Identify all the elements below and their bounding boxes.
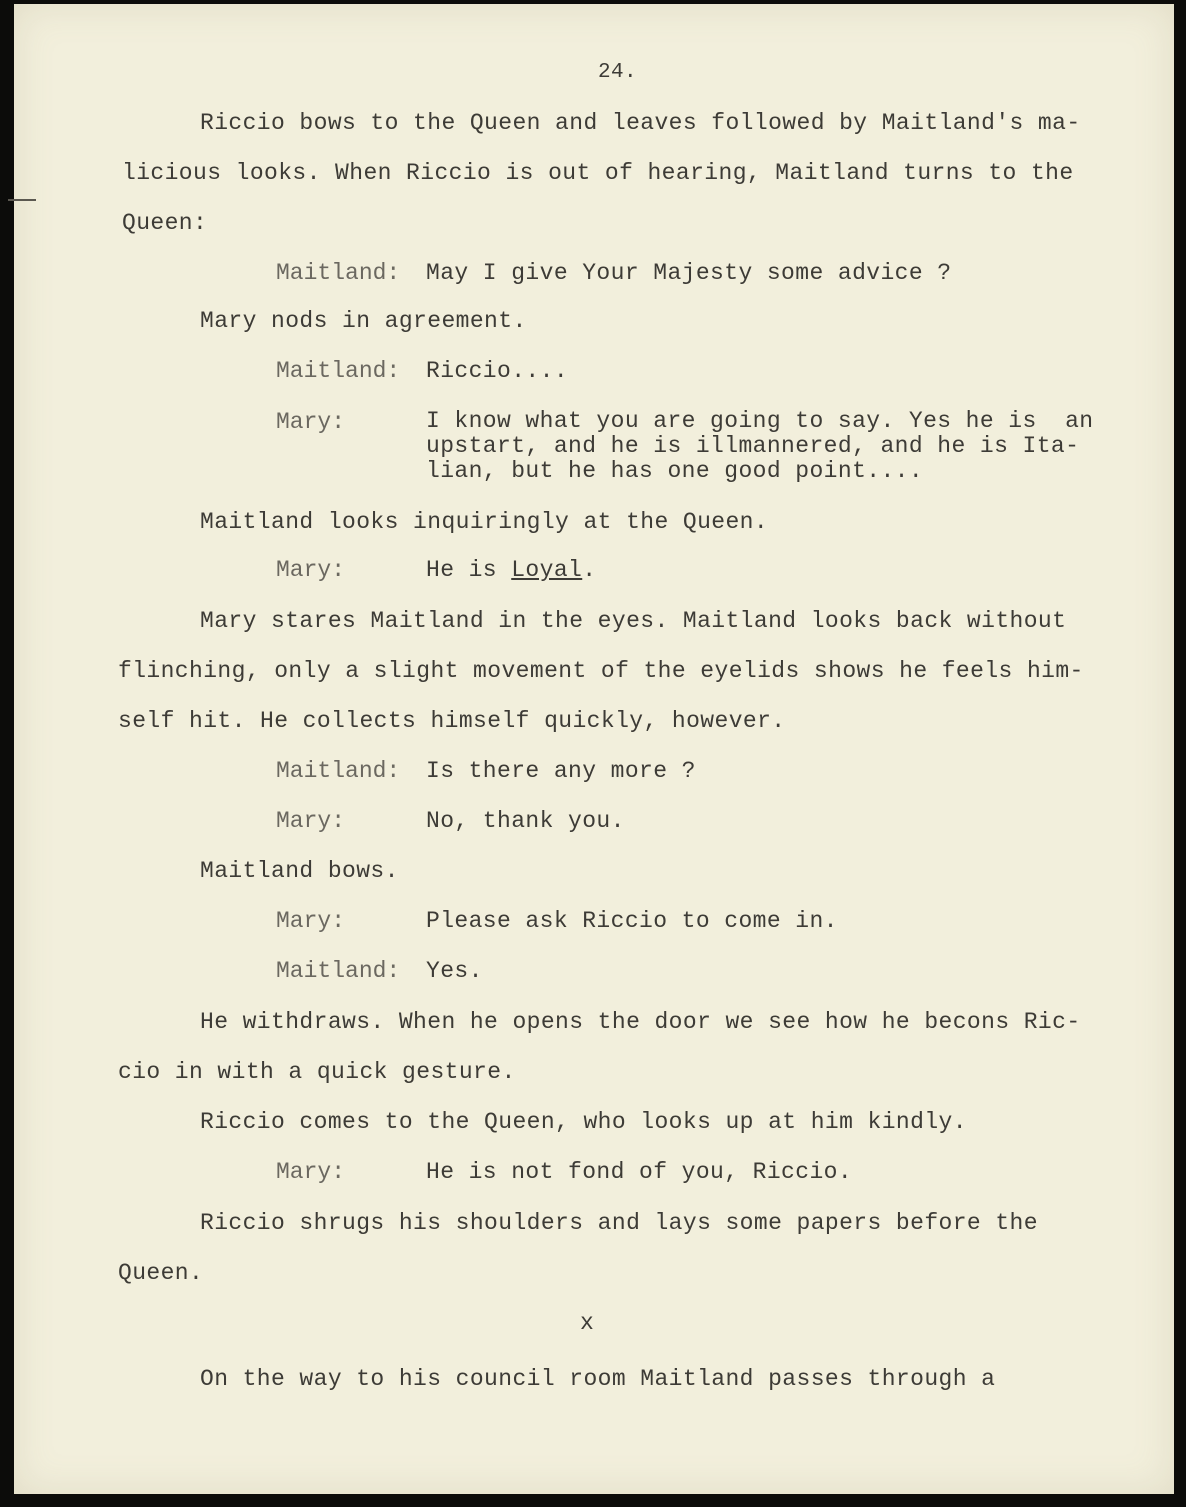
narrative-line: Riccio shrugs his shoulders and lays some papers before the: [200, 1210, 1038, 1236]
narrative-line: Maitland looks inquiringly at the Queen.: [200, 509, 769, 535]
dialogue-text: Please ask Riccio to come in.: [426, 908, 838, 934]
underlined-word: Loyal: [511, 557, 583, 583]
dialogue-text: upstart, and he is illmannered, and he is Ita-: [426, 433, 1080, 459]
typescript-page: [14, 4, 1174, 1494]
dialogue-text: No, thank you.: [426, 808, 625, 834]
page-number: 24.: [598, 61, 638, 84]
dialogue-speaker: Maitland:: [276, 958, 401, 984]
narrative-line: Queen:: [122, 210, 208, 236]
narrative-line: Riccio comes to the Queen, who looks up at him kindly.: [200, 1109, 967, 1135]
narrative-line: On the way to his council room Maitland passes through a: [200, 1366, 996, 1392]
narrative-line: Maitland bows.: [200, 858, 399, 884]
narrative-line: Mary stares Maitland in the eyes. Maitland looks back without: [200, 608, 1067, 634]
dialogue-text-part: .: [582, 557, 597, 583]
dialogue-text: May I give Your Majesty some advice ?: [426, 260, 952, 286]
dialogue-speaker: Mary:: [276, 808, 346, 834]
dialogue-speaker: Maitland:: [276, 260, 401, 286]
narrative-line: Queen.: [118, 1260, 204, 1286]
narrative-line: cio in with a quick gesture.: [118, 1059, 516, 1085]
dialogue-speaker: Maitland:: [276, 758, 401, 784]
narrative-line: self hit. He collects himself quickly, however.: [118, 708, 786, 734]
narrative-line: flinching, only a slight movement of the eyelids shows he feels him-: [118, 658, 1084, 684]
dialogue-text: I know what you are going to say. Yes he is an: [426, 408, 1094, 434]
dialogue-text: Yes.: [426, 958, 483, 984]
narrative-line: licious looks. When Riccio is out of hearing, Maitland turns to the: [122, 160, 1074, 186]
dialogue-speaker: Mary:: [276, 557, 346, 583]
narrative-line: Mary nods in agreement.: [200, 308, 527, 334]
margin-mark: [8, 199, 36, 201]
dialogue-speaker: Mary:: [276, 908, 346, 934]
dialogue-text: lian, but he has one good point....: [426, 458, 924, 484]
dialogue-text: He is not fond of you, Riccio.: [426, 1159, 853, 1185]
dialogue-speaker: Mary:: [276, 1159, 346, 1185]
dialogue-speaker: Mary:: [276, 409, 346, 435]
section-break: x: [580, 1310, 595, 1336]
dialogue-text: Riccio....: [426, 358, 569, 384]
dialogue-speaker: Maitland:: [276, 358, 401, 384]
narrative-line: Riccio bows to the Queen and leaves followed by Maitland's ma-: [200, 110, 1081, 136]
dialogue-text-part: He is: [426, 557, 512, 583]
dialogue-text: [426, 557, 596, 583]
dialogue-text: Is there any more ?: [426, 758, 696, 784]
narrative-line: He withdraws. When he opens the door we see how he becons Ric-: [200, 1009, 1081, 1035]
